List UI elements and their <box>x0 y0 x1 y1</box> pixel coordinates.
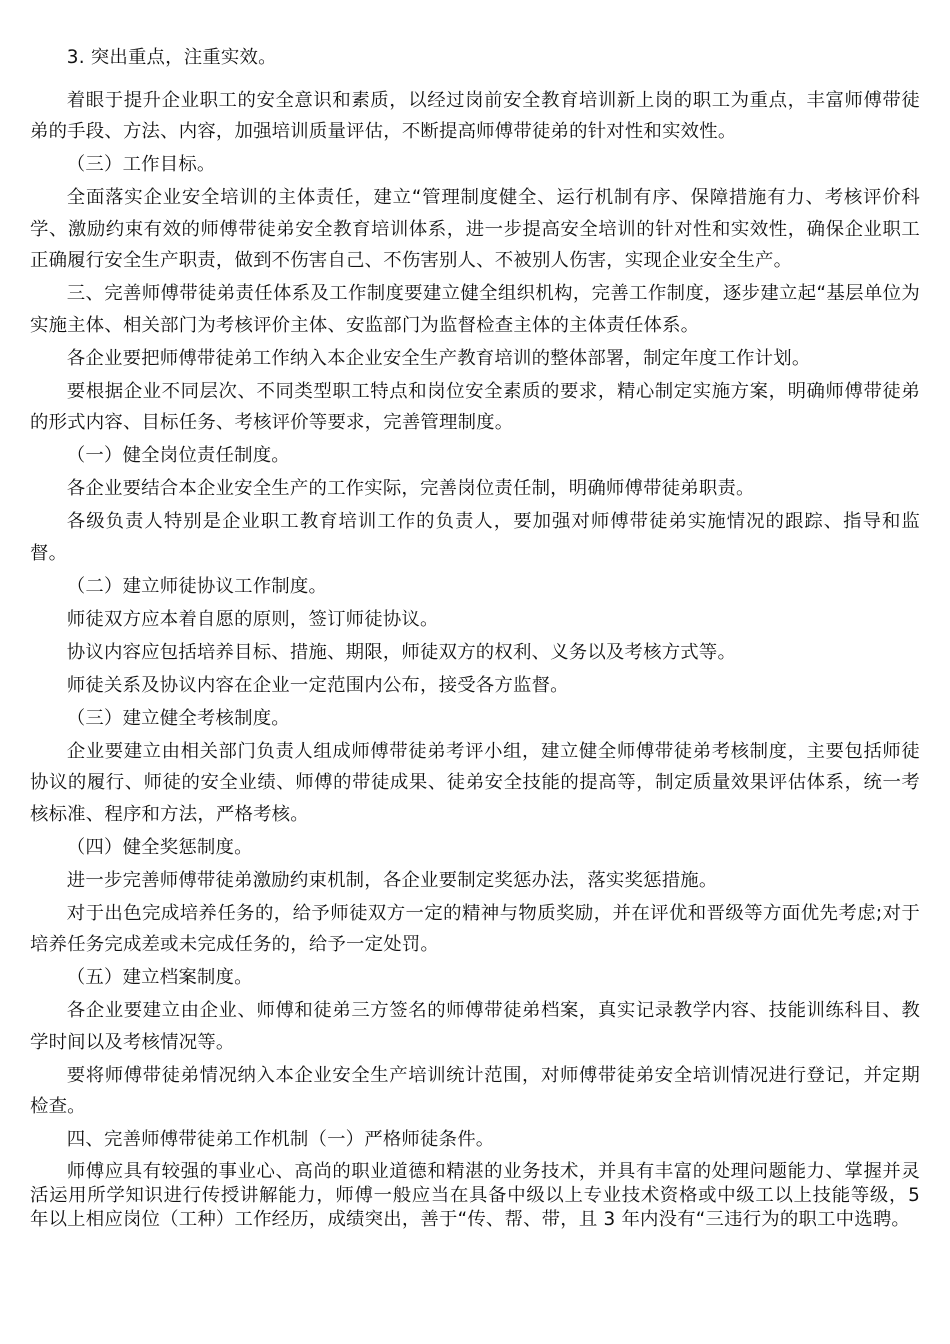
paragraph-heading-work-goals: （三）工作目标。 <box>66 154 216 175</box>
paragraph-assessment-body: 企业要建立由相关部门负责人组成师傅带徒弟考评小组，建立健全师傅带徒弟考核制度，主要包括师徒协议的履行、师徒的安全业绩、师傅的带徒成果、徒弟安全技能的提高等，制定质量效果评估体系，统一考核标准、程序和方法，严格考核。 <box>30 740 920 825</box>
paragraph-agreement-sign: 师徒双方应本着自愿的原则，签订师徒协议。 <box>66 608 439 630</box>
paragraph-heading-archive: （五）建立档案制度。 <box>66 967 253 988</box>
paragraph-post-responsibility-body: 各企业要结合本企业安全生产的工作实际，完善岗位责任制，明确师傅带徒弟职责。 <box>66 478 755 499</box>
paragraph-heading-3: 3. 突出重点，注重实效。 <box>66 47 277 68</box>
paragraph-section-three: 三、完善师傅带徒弟责任体系及工作制度要建立健全组织机构，完善工作制度，逐步建立起“基层单位为实施主体、相关部门为考核评价主体、安监部门为监督检查主体的主体责任体系。 <box>30 283 920 336</box>
paragraph-implementation-plan: 要根据企业不同层次、不同类型职工特点和岗位安全素质的要求，精心制定实施方案，明确师傅带徒弟的形式内容、目标任务、考核评价等要求，完善管理制度。 <box>30 380 920 433</box>
paragraph-agreement-content: 协议内容应包括培养目标、措施、期限，师徒双方的权利、义务以及考核方式等。 <box>66 641 737 663</box>
paragraph-focus-body: 着眼于提升企业职工的安全意识和素质，以经过岗前安全教育培训新上岗的职工为重点，丰富师傅带徒弟的手段、方法、内容，加强培训质量评估，不断提高师傅带徒弟的针对性和实效性。 <box>30 89 920 142</box>
paragraph-supervision: 各级负责人特别是企业职工教育培训工作的负责人，要加强对师傅带徒弟实施情况的跟踪、指导和监督。 <box>30 511 920 564</box>
paragraph-agreement-publish: 师徒关系及协议内容在企业一定范围内公布，接受各方监督。 <box>66 674 569 696</box>
paragraph-heading-assessment: （三）建立健全考核制度。 <box>66 707 290 729</box>
paragraph-heading-agreement: （二）建立师徒协议工作制度。 <box>66 575 328 597</box>
paragraph-annual-plan: 各企业要把师傅带徒弟工作纳入本企业安全生产教育培训的整体部署，制定年度工作计划。 <box>66 347 811 369</box>
paragraph-archive-body: 各企业要建立由企业、师傅和徒弟三方签名的师傅带徒弟档案，真实记录教学内容、技能训练科目、教学时间以及考核情况等。 <box>30 1000 920 1053</box>
paragraph-section-four: 四、完善师傅带徒弟工作机制（一）严格师徒条件。 <box>66 1129 495 1150</box>
paragraph-heading-rewards: （四）健全奖惩制度。 <box>66 836 253 858</box>
paragraph-rewards-details: 对于出色完成培养任务的，给予师徒双方一定的精神与物质奖励，并在评优和晋级等方面优先考虑;对于培养任务完成差或未完成任务的，给予一定处罚。 <box>30 902 920 955</box>
document-page <box>30 42 920 1233</box>
paragraph-rewards-mechanism: 进一步完善师傅带徒弟激励约束机制，各企业要制定奖惩办法，落实奖惩措施。 <box>66 869 718 891</box>
paragraph-work-goals-body: 全面落实企业安全培训的主体责任，建立“管理制度健全、运行机制有序、保障措施有力、考核评价科学、激励约束有效的师傅带徒弟安全教育培训体系，进一步提高安全培训的针对性和实效性，确保企业职工正确履行安全生产职责，做到不伤害自己、不伤害别人、不被别人伤害，实现企业安全生产。 <box>30 187 920 271</box>
paragraph-archive-statistics: 要将师傅带徒弟情况纳入本企业安全生产培训统计范围，对师傅带徒弟安全培训情况进行登记，并定期检查。 <box>30 1064 920 1117</box>
paragraph-heading-post-responsibility: （一）健全岗位责任制度。 <box>66 445 290 466</box>
paragraph-master-conditions: 师傅应具有较强的事业心、高尚的职业道德和精湛的业务技术，并具有丰富的处理问题能力、掌握并灵活运用所学知识进行传授讲解能力，师傅一般应当在具备中级以上专业技术资格或中级工以上技能等级，5 年以上相应岗位（工种）工作经历，成绩突出，善于“传、帮、带，且 3 年内没有“三违行为的职工中选聘。 <box>30 1160 920 1230</box>
